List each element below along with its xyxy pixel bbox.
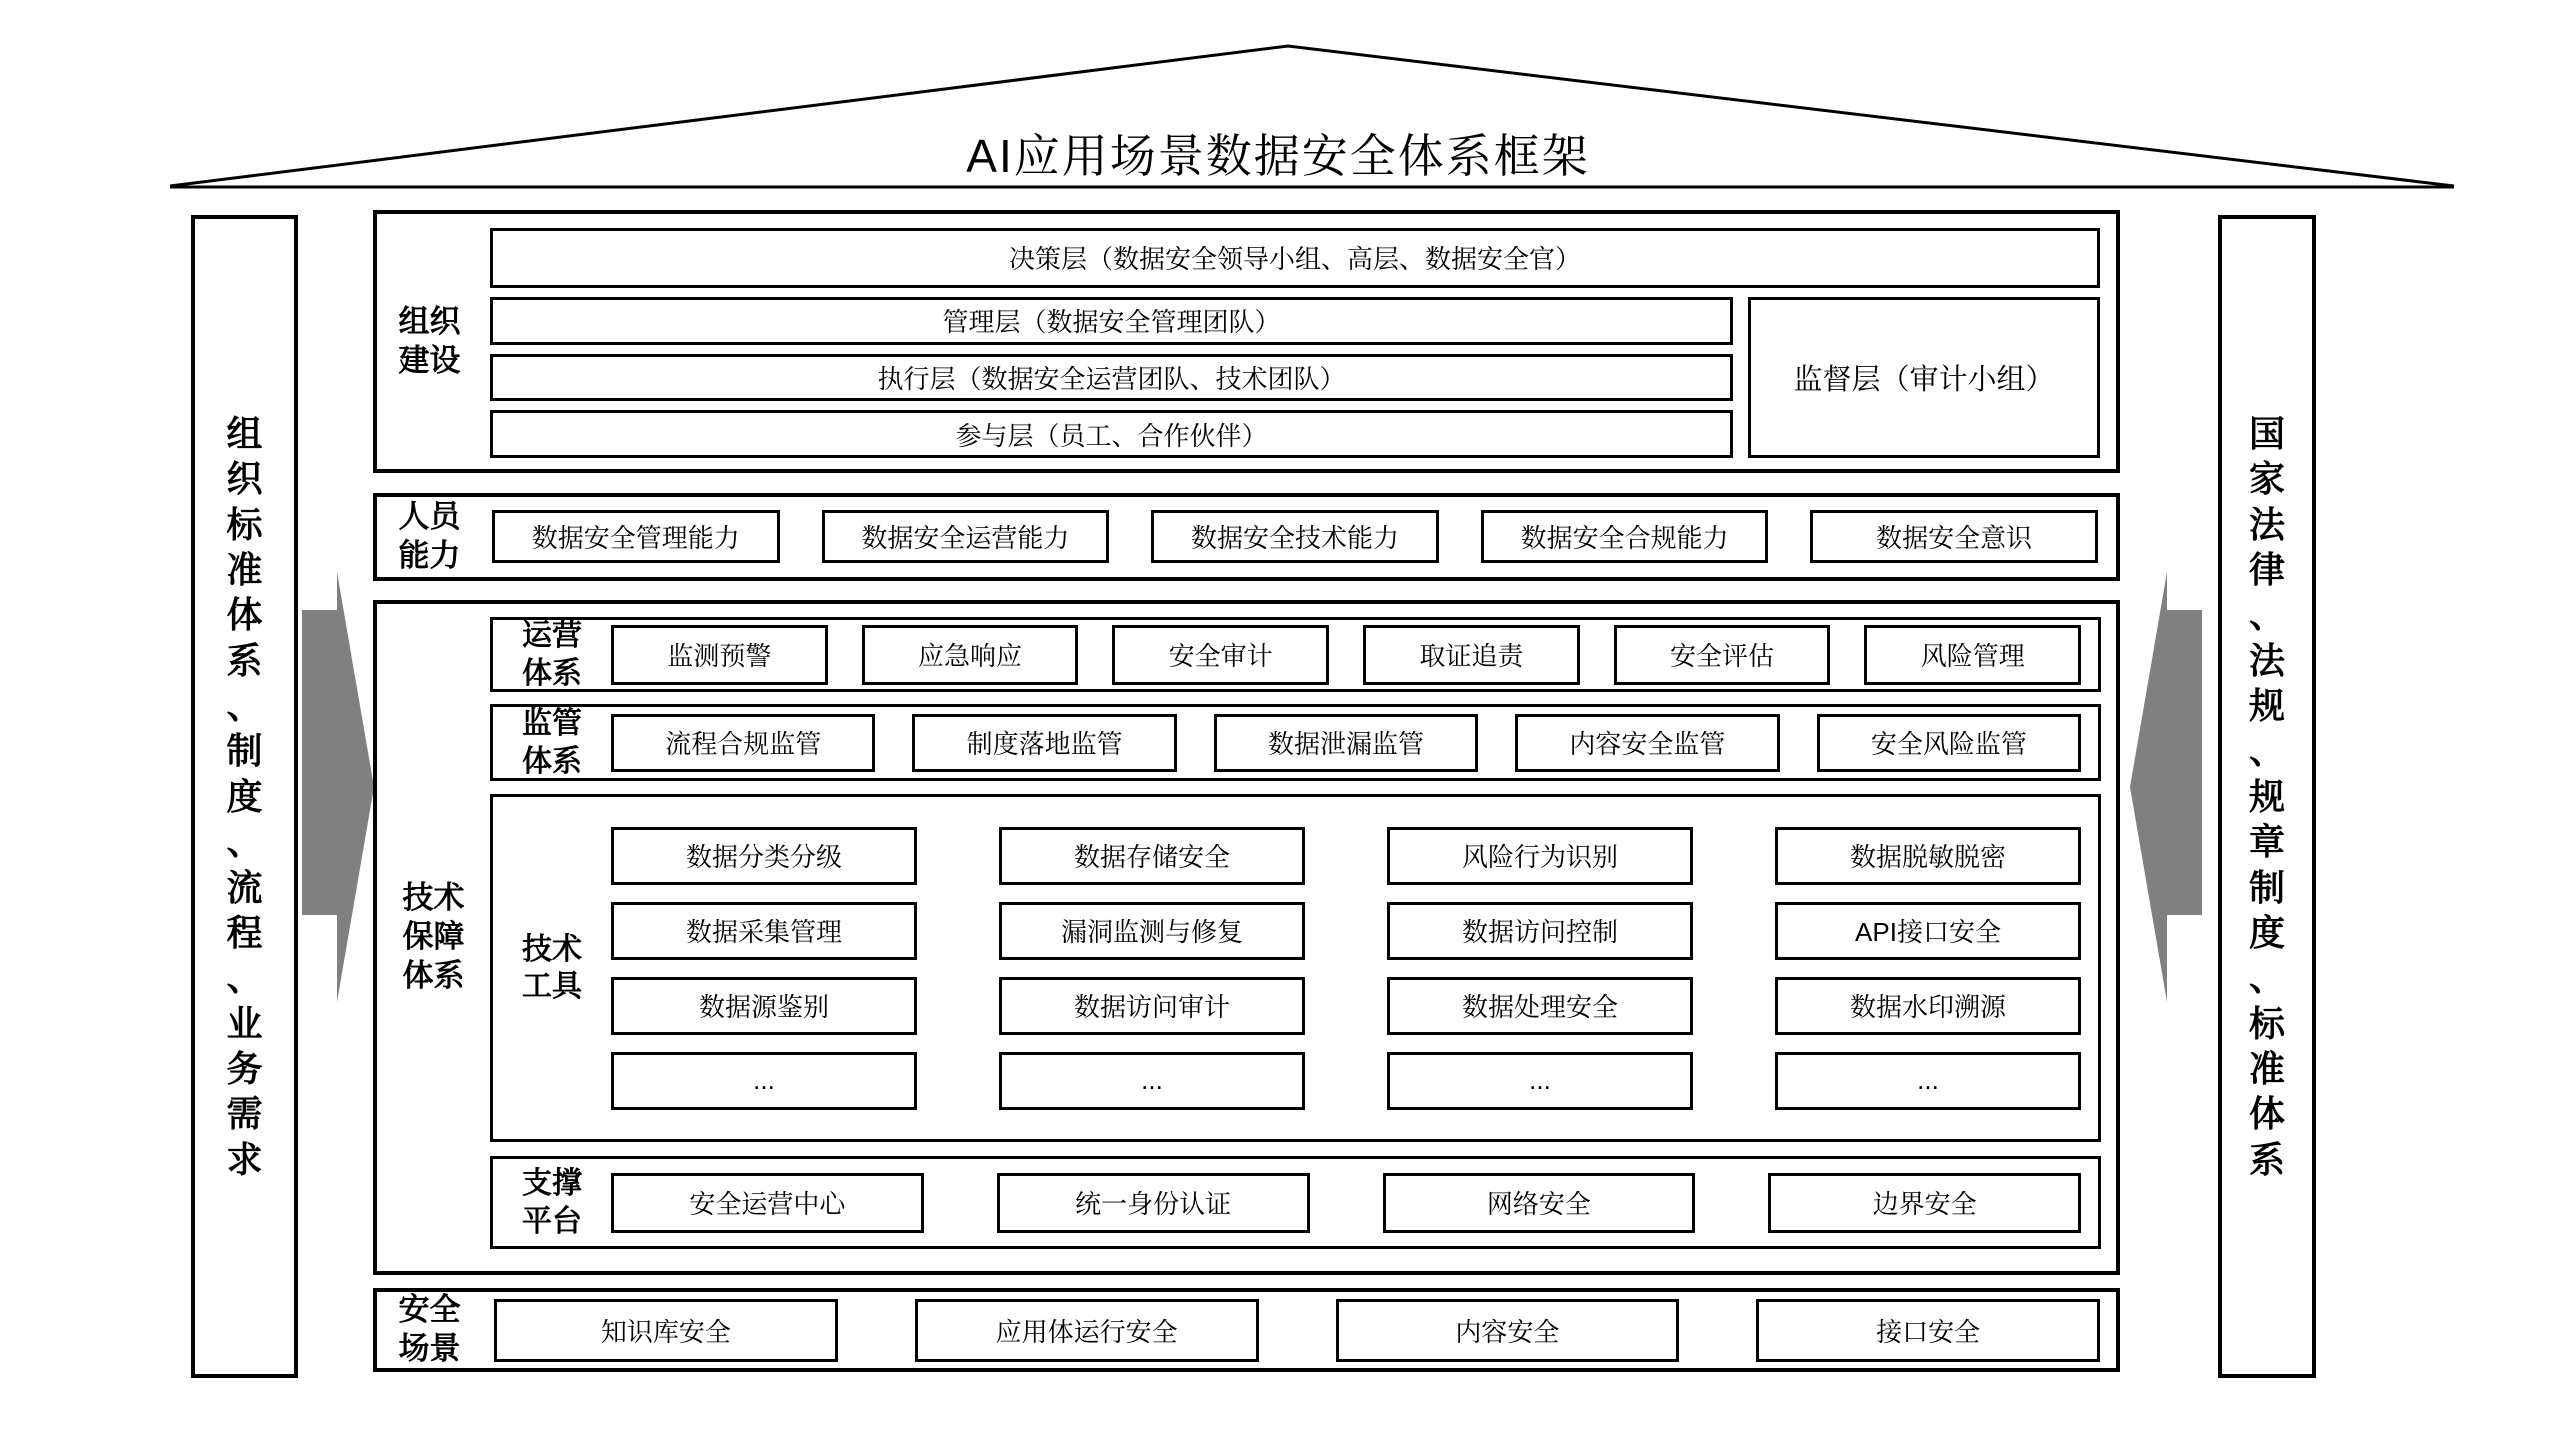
section-personnel-capability — [373, 493, 2120, 581]
capability-box: 数据安全技术能力 — [1151, 510, 1439, 563]
regulation-items — [611, 707, 2098, 778]
personnel-items — [482, 497, 2116, 577]
tool-box-ellipsis: ... — [1775, 1052, 2081, 1110]
scenario-box: 内容安全 — [1336, 1299, 1680, 1362]
tools-grid — [611, 797, 2098, 1139]
capability-box: 数据安全管理能力 — [492, 510, 780, 563]
tool-box: 数据访问控制 — [1387, 902, 1693, 960]
tool-box: 漏洞监测与修复 — [999, 902, 1305, 960]
platform-items — [611, 1159, 2098, 1246]
right-pillar-national-laws — [2218, 215, 2316, 1378]
regulation-box: 内容安全监管 — [1515, 714, 1779, 772]
tool-box-ellipsis: ... — [1387, 1052, 1693, 1110]
operation-box: 安全审计 — [1112, 625, 1329, 685]
tool-box: 数据源鉴别 — [611, 977, 917, 1035]
tools-label: 技术工具 — [522, 932, 582, 1003]
page-title: AI应用场景数据安全体系框架 — [966, 130, 1590, 182]
scenario-box: 接口安全 — [1756, 1299, 2100, 1362]
management-layer-box: 管理层（数据安全管理团队） — [490, 297, 1733, 345]
platform-box: 安全运营中心 — [611, 1173, 924, 1233]
tool-box: 数据采集管理 — [611, 902, 917, 960]
tool-box: 数据水印溯源 — [1775, 977, 2081, 1035]
operation-box: 取证追责 — [1363, 625, 1580, 685]
tool-box-ellipsis: ... — [999, 1052, 1305, 1110]
section-tech-assurance — [373, 600, 2120, 1275]
tech-assurance-content — [490, 604, 2116, 1271]
tool-box-ellipsis: ... — [611, 1052, 917, 1110]
scenario-items — [482, 1292, 2116, 1368]
operation-box: 安全评估 — [1614, 625, 1831, 685]
left-pillar-organization-standards — [191, 215, 298, 1378]
regulation-label: 监管体系 — [522, 707, 582, 778]
platform-box: 边界安全 — [1768, 1173, 2081, 1233]
organization-left-column — [490, 297, 1733, 458]
regulation-box: 制度落地监管 — [912, 714, 1176, 772]
platform-box: 统一身份认证 — [997, 1173, 1310, 1233]
right-inward-arrow-icon — [2130, 572, 2202, 1002]
personnel-label: 人员能力 — [398, 499, 461, 573]
regulation-box: 流程合规监管 — [611, 714, 875, 772]
organization-content — [482, 214, 2116, 469]
regulation-box: 安全风险监管 — [1817, 714, 2081, 772]
execution-layer-box: 执行层（数据安全运营团队、技术团队） — [490, 354, 1733, 402]
left-inward-arrow-icon — [302, 572, 374, 1002]
scenario-box: 应用体运行安全 — [915, 1299, 1259, 1362]
operation-box: 监测预警 — [611, 625, 828, 685]
regulation-box: 数据泄漏监管 — [1214, 714, 1478, 772]
scenario-box: 知识库安全 — [494, 1299, 838, 1362]
subsection-operation-system — [490, 617, 2101, 692]
subsection-technical-tools — [490, 794, 2101, 1142]
operation-box: 风险管理 — [1864, 625, 2081, 685]
operation-label: 运营体系 — [522, 619, 582, 690]
tool-box: 数据访问审计 — [999, 977, 1305, 1035]
section-security-scenarios — [373, 1288, 2120, 1372]
tool-box: 风险行为识别 — [1387, 827, 1693, 885]
tool-box: API接口安全 — [1775, 902, 2081, 960]
tool-box: 数据脱敏脱密 — [1775, 827, 2081, 885]
organization-label: 组织建设 — [398, 303, 461, 378]
subsection-regulation-system — [490, 704, 2101, 781]
tool-box: 数据处理安全 — [1387, 977, 1693, 1035]
platform-label: 支撑平台 — [522, 1167, 582, 1238]
section-organization-building — [373, 210, 2120, 473]
operation-box: 应急响应 — [862, 625, 1079, 685]
left-pillar-text: 组织标准体系、制度、流程、业务需求 — [226, 412, 263, 1180]
capability-box: 数据安全合规能力 — [1481, 510, 1769, 563]
right-pillar-text: 国家法律、法规、规章制度、标准体系 — [2249, 412, 2286, 1180]
capability-box: 数据安全运营能力 — [822, 510, 1110, 563]
decision-layer-box: 决策层（数据安全领导小组、高层、数据安全官） — [490, 228, 2100, 288]
subsection-support-platform — [490, 1156, 2101, 1249]
platform-box: 网络安全 — [1383, 1173, 1696, 1233]
tech-assurance-label: 技术保障体系 — [402, 880, 465, 993]
supervision-layer-box: 监督层（审计小组） — [1748, 297, 2100, 458]
participation-layer-box: 参与层（员工、合作伙伴） — [490, 410, 1733, 458]
scenarios-label: 安全场景 — [398, 1292, 461, 1366]
tool-box: 数据存储安全 — [999, 827, 1305, 885]
operation-items — [611, 620, 2098, 689]
tool-box: 数据分类分级 — [611, 827, 917, 885]
organization-lower-rows — [490, 297, 2100, 458]
capability-box: 数据安全意识 — [1810, 510, 2098, 563]
